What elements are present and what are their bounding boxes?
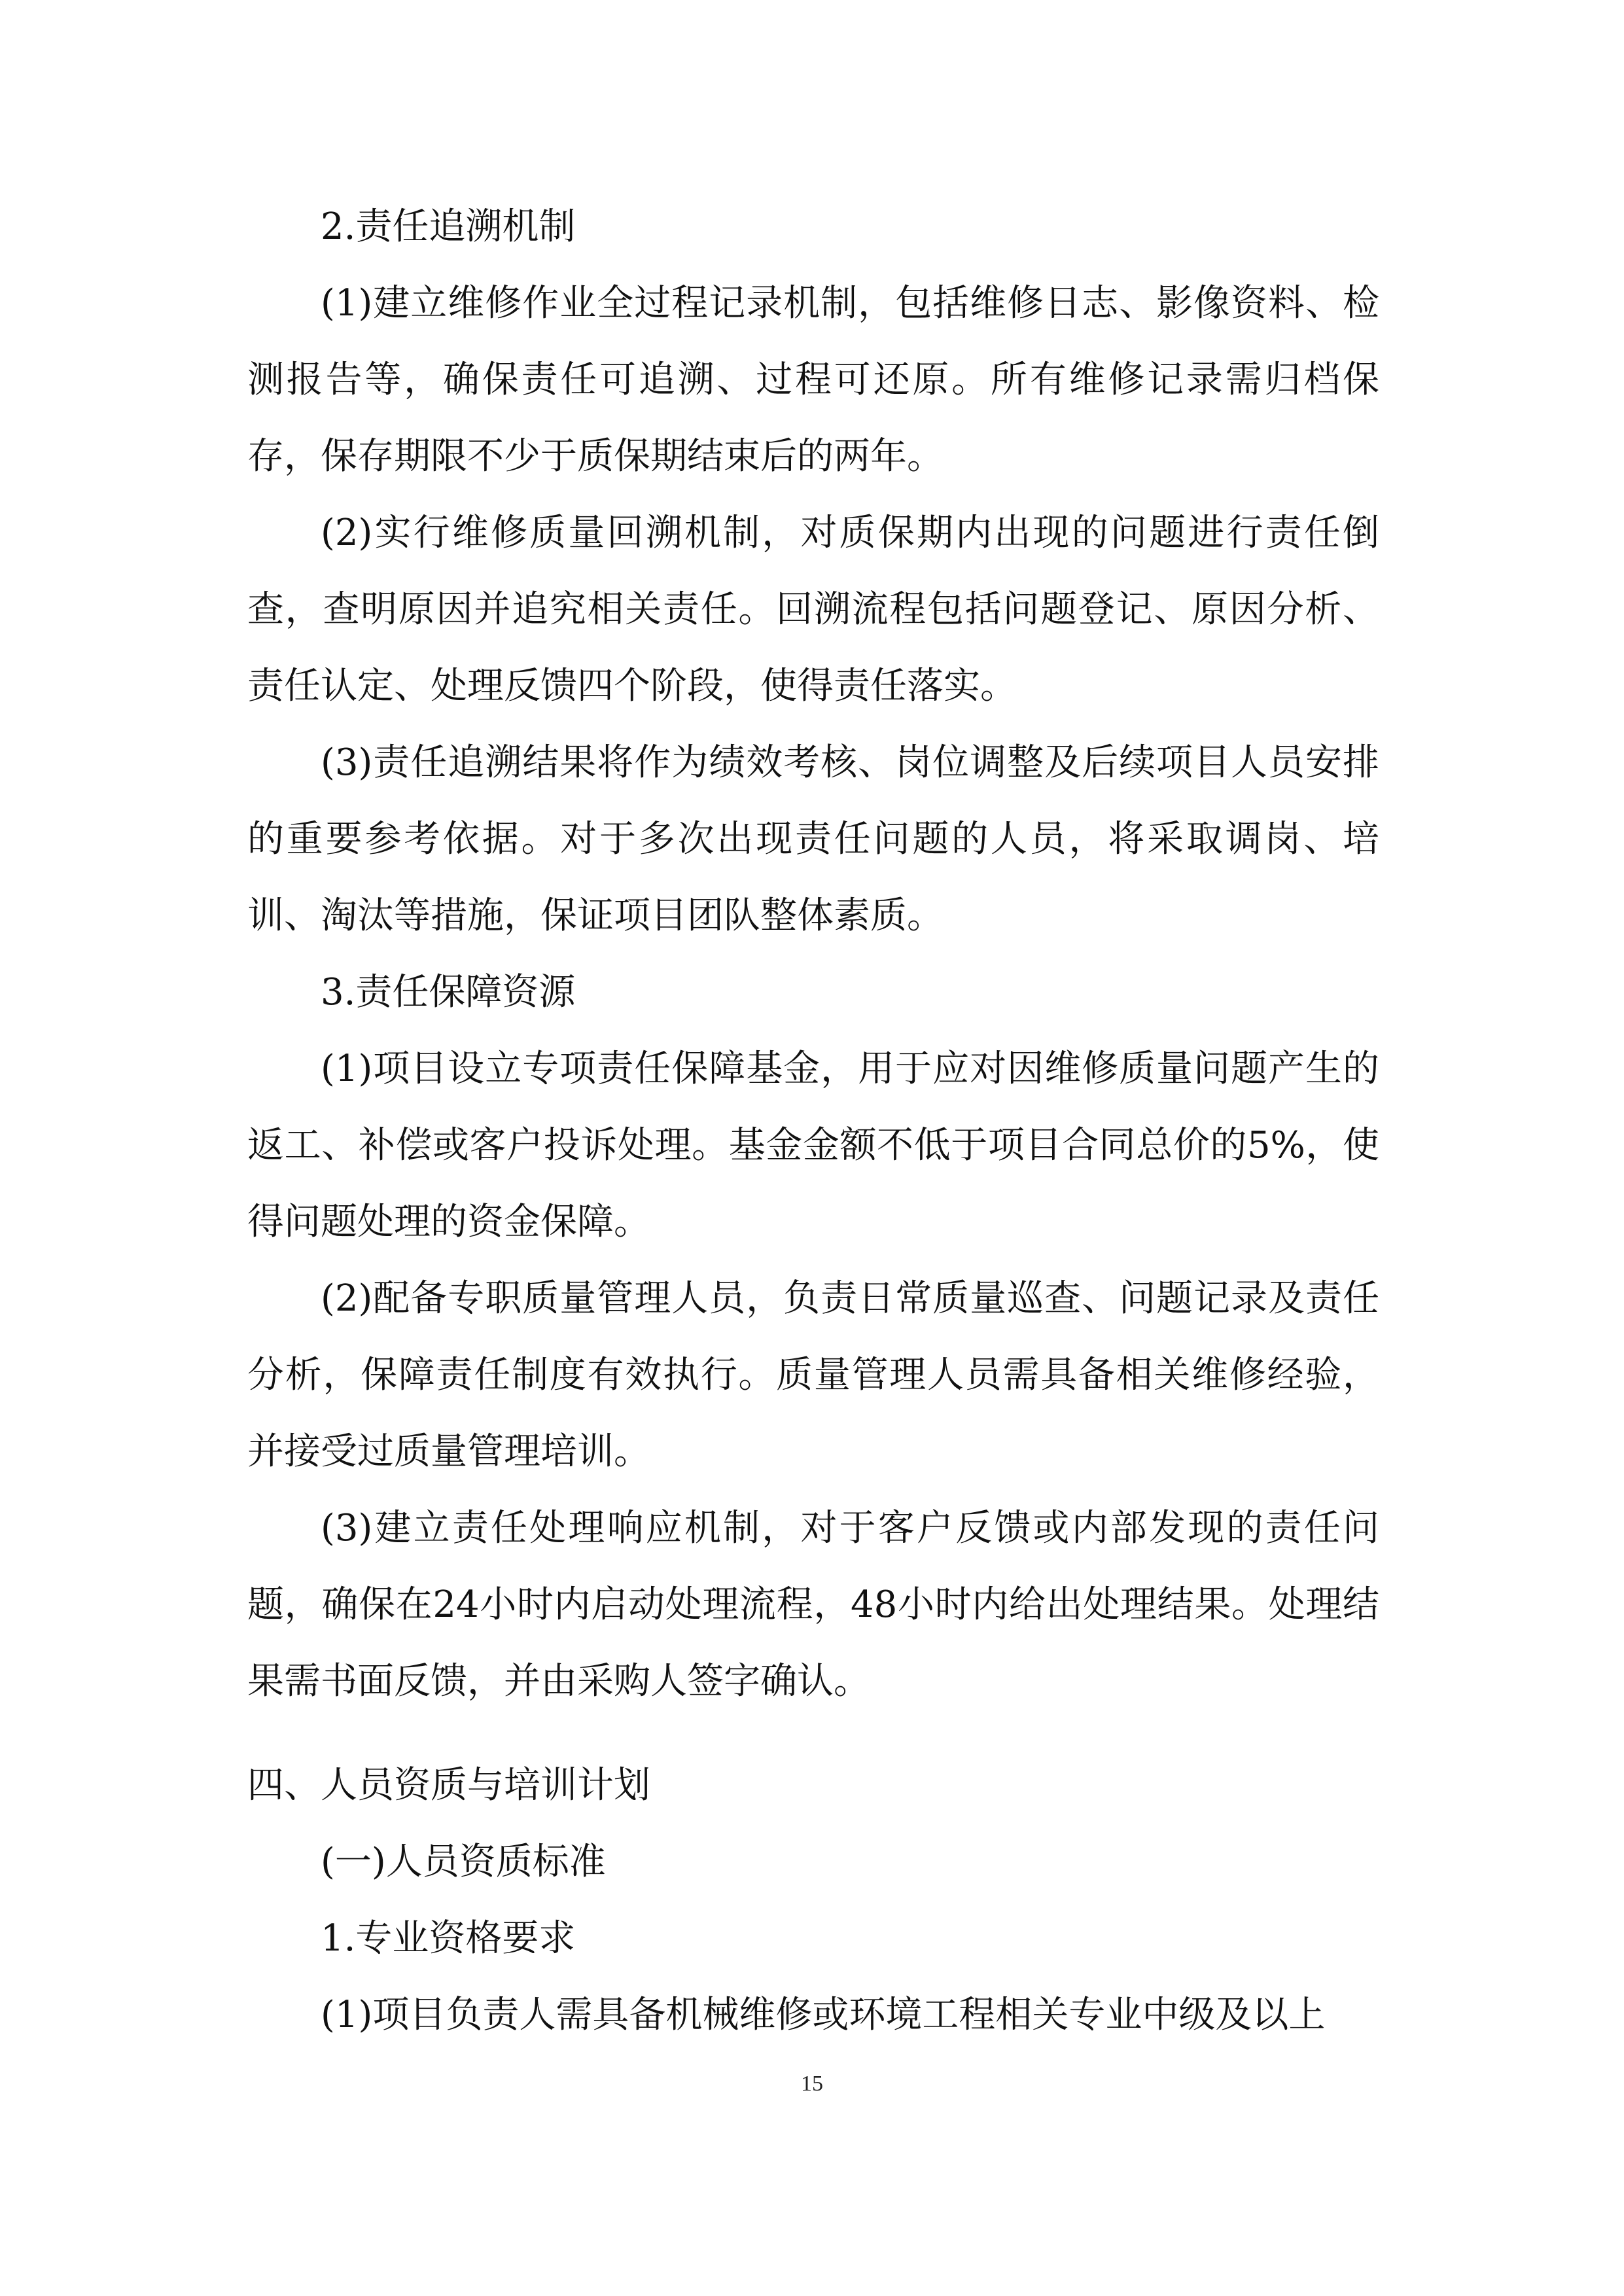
document-body xyxy=(247,188,1379,2053)
paragraph-response-mechanism: (3)建立责任处理响应机制，对于客户反馈或内部发现的责任问题，确保在24小时内启动处理流程，48小时内给出处理结果。处理结果需书面反馈，并由采购人签字确认。 xyxy=(247,1507,1379,1703)
subheading-responsibility-resources: 3.责任保障资源 xyxy=(321,971,576,1014)
subsection-heading-qualification: (一)人员资质标准 xyxy=(321,1841,606,1883)
section-heading-personnel: 四、人员资质与培训计划 xyxy=(247,1764,650,1807)
paragraph-record-mechanism: (1)建立维修作业全过程记录机制，包括维修日志、影像资料、检测报告等，确保责任可追溯、过程可还原。所有维修记录需归档保存，保存期限不少于质保期结束后的两年。 xyxy=(247,282,1379,478)
subheading-responsibility-tracing: 2.责任追溯机制 xyxy=(321,205,576,248)
paragraph-guarantee-fund: (1)项目设立专项责任保障基金，用于应对因维修质量问题产生的返工、补偿或客户投诉处理。基金金额不低于项目合同总价的5%，使得问题处理的资金保障。 xyxy=(247,1048,1379,1243)
subheading-professional-requirements: 1.专业资格要求 xyxy=(321,1917,576,1960)
paragraph-tracing-results: (3)责任追溯结果将作为绩效考核、岗位调整及后续项目人员安排的重要参考依据。对于多次出现责任问题的人员，将采取调岗、培训、淘汰等措施，保证项目团队整体素质。 xyxy=(247,741,1379,937)
page-number: 15 xyxy=(801,2072,823,2096)
paragraph-quality-backtracking: (2)实行维修质量回溯机制，对质保期内出现的问题进行责任倒查，查明原因并追究相关责任。回溯流程包括问题登记、原因分析、责任认定、处理反馈四个阶段，使得责任落实。 xyxy=(247,512,1379,707)
paragraph-quality-staff: (2)配备专职质量管理人员，负责日常质量巡查、问题记录及责任分析，保障责任制度有效执行。质量管理人员需具备相关维修经验，并接受过质量管理培训。 xyxy=(247,1277,1379,1473)
paragraph-project-leader: (1)项目负责人需具备机械维修或环境工程相关专业中级及以上 xyxy=(321,1994,1326,2036)
